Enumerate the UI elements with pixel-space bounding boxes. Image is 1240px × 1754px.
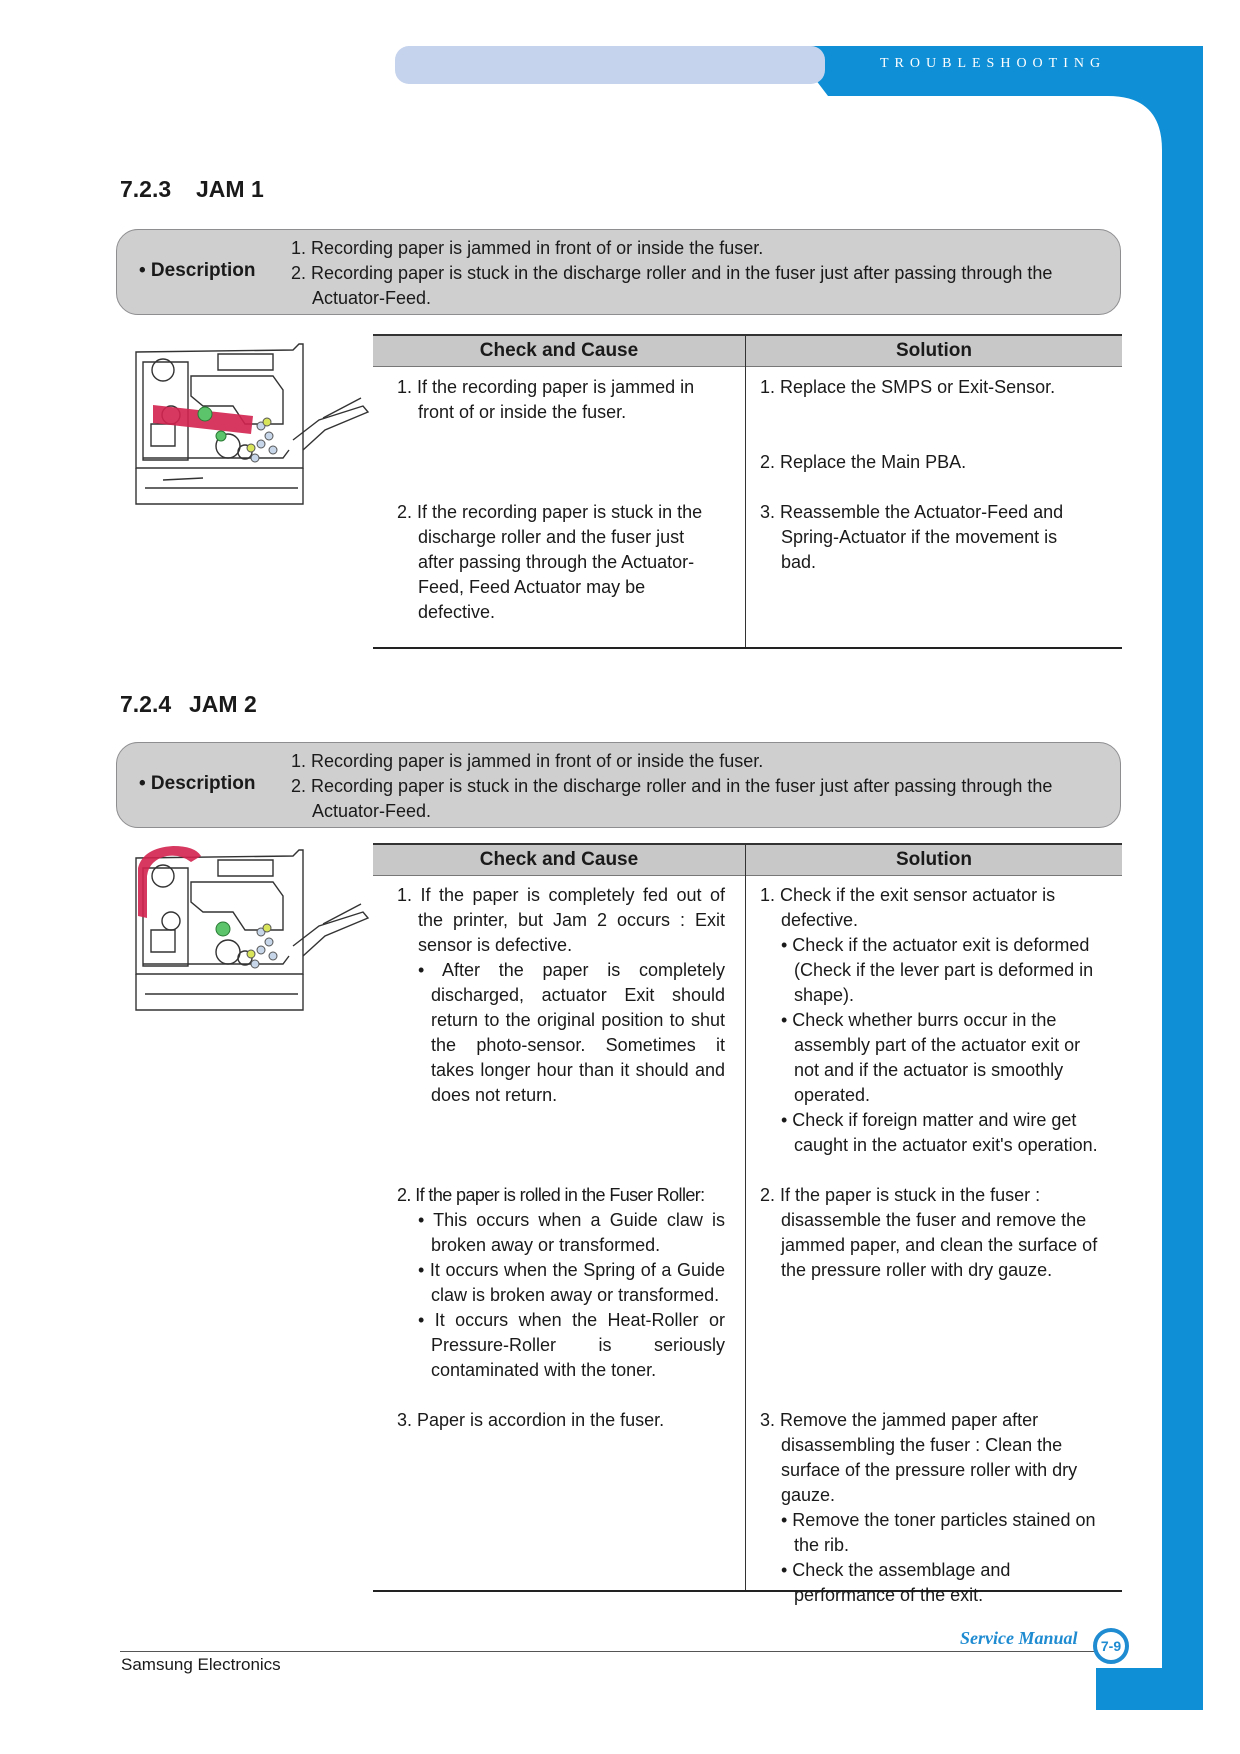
footer-manual-title: Service Manual	[960, 1628, 1078, 1648]
solution-bullet: • Check whether burrs occur in the assembly part of the actuator exit or not and if the actuator is smoothly operated.	[781, 1010, 1081, 1105]
header-section-label: TROUBLESHOOTING	[880, 56, 1107, 71]
column-header-solution: Solution	[896, 849, 972, 870]
check-cause-table	[373, 334, 1122, 649]
solution-item: 1. Replace the SMPS or Exit-Sensor.	[760, 377, 1056, 397]
description-box	[116, 229, 1121, 315]
column-divider	[745, 843, 746, 1590]
header-pill	[395, 46, 825, 84]
cause-item: 2. If the paper is rolled in the Fuser Roller:	[397, 1185, 705, 1205]
solution-bullet: • Check if the actuator exit is deformed (Check if the lever part is deformed in shape).	[781, 935, 1094, 1005]
description-box	[116, 742, 1121, 828]
printer-jam2-illustration	[133, 846, 373, 1016]
description-list	[291, 236, 1101, 311]
description-item: 1. Recording paper is jammed in front of or inside the fuser.	[291, 238, 764, 258]
description-item: 2. Recording paper is stuck in the discharge roller and in the fuser just after passing through the Actuator-Feed.	[291, 263, 1053, 308]
table-header	[373, 334, 1122, 367]
cause-bullet: • This occurs when a Guide claw is broken away or transformed.	[418, 1210, 725, 1255]
table-header	[373, 843, 1122, 876]
printer-jam1-illustration	[133, 340, 373, 510]
column-header-solution: Solution	[896, 340, 972, 361]
description-list	[291, 749, 1101, 824]
section-title: JAM 2	[189, 691, 257, 717]
section-title: JAM 1	[196, 176, 264, 202]
section-heading	[120, 691, 257, 718]
section-number: 7.2.4	[120, 691, 172, 717]
cause-bullet: • It occurs when the Spring of a Guide claw is broken away or transformed.	[418, 1260, 725, 1305]
cause-item: 3. Paper is accordion in the fuser.	[397, 1410, 665, 1430]
solution-bullet: • Check the assemblage and performance of the exit.	[781, 1560, 1011, 1605]
page-number: 7-9	[1093, 1628, 1129, 1664]
footer-company: Samsung Electronics	[121, 1655, 281, 1674]
cause-bullet: • It occurs when the Heat-Roller or Pressure-Roller is seriously contaminated with the toner.	[418, 1310, 725, 1380]
section-number: 7.2.3	[120, 176, 172, 202]
cause-bullet: • After the paper is completely discharged, actuator Exit should return to the original position to shut the photo-sensor. Sometimes it takes longer hour than it should and does not return.	[418, 960, 725, 1105]
solution-block	[760, 1408, 1105, 1608]
check-cause-table	[373, 843, 1122, 1605]
solution-bullet: • Check if foreign matter and wire get caught in the actuator exit's operation.	[781, 1110, 1098, 1155]
cause-block	[397, 1183, 725, 1383]
section-heading	[120, 176, 264, 203]
cause-block	[397, 883, 725, 1108]
cause-item: 1. If the recording paper is jammed in front of or inside the fuser.	[397, 377, 695, 422]
solution-item: 3. Reassemble the Actuator-Feed and Spring-Actuator if the movement is bad.	[760, 502, 1064, 572]
footer-rule	[120, 1651, 1095, 1652]
description-label: • Description	[139, 773, 256, 794]
description-item: 2. Recording paper is stuck in the discharge roller and in the fuser just after passing through the Actuator-Feed.	[291, 776, 1053, 821]
description-label: • Description	[139, 260, 256, 281]
solution-item: 1. Check if the exit sensor actuator is defective.	[760, 885, 1056, 930]
column-header-cause: Check and Cause	[479, 340, 639, 361]
solution-item: 2. Replace the Main PBA.	[760, 452, 967, 472]
column-divider	[745, 334, 746, 647]
cause-item: 1. If the paper is completely fed out of the printer, but Jam 2 occurs : Exit sensor is defective.	[397, 885, 725, 955]
column-header-cause: Check and Cause	[479, 849, 639, 870]
solution-bullet: • Remove the toner particles stained on the rib.	[781, 1510, 1096, 1555]
solution-block	[760, 883, 1100, 1158]
description-item: 1. Recording paper is jammed in front of or inside the fuser.	[291, 751, 764, 771]
solution-item: 3. Remove the jammed paper after disassembling the fuser : Clean the surface of the pressure roller with dry gauze.	[760, 1410, 1078, 1505]
cause-item: 2. If the recording paper is stuck in the discharge roller and the fuser just after passing through the Actuator-Feed, Feed Actuator may be defective.	[397, 502, 703, 622]
solution-item: 2. If the paper is stuck in the fuser : disassemble the fuser and remove the jammed paper, and clean the surface of the pressure roller with dry gauze.	[760, 1185, 1098, 1280]
